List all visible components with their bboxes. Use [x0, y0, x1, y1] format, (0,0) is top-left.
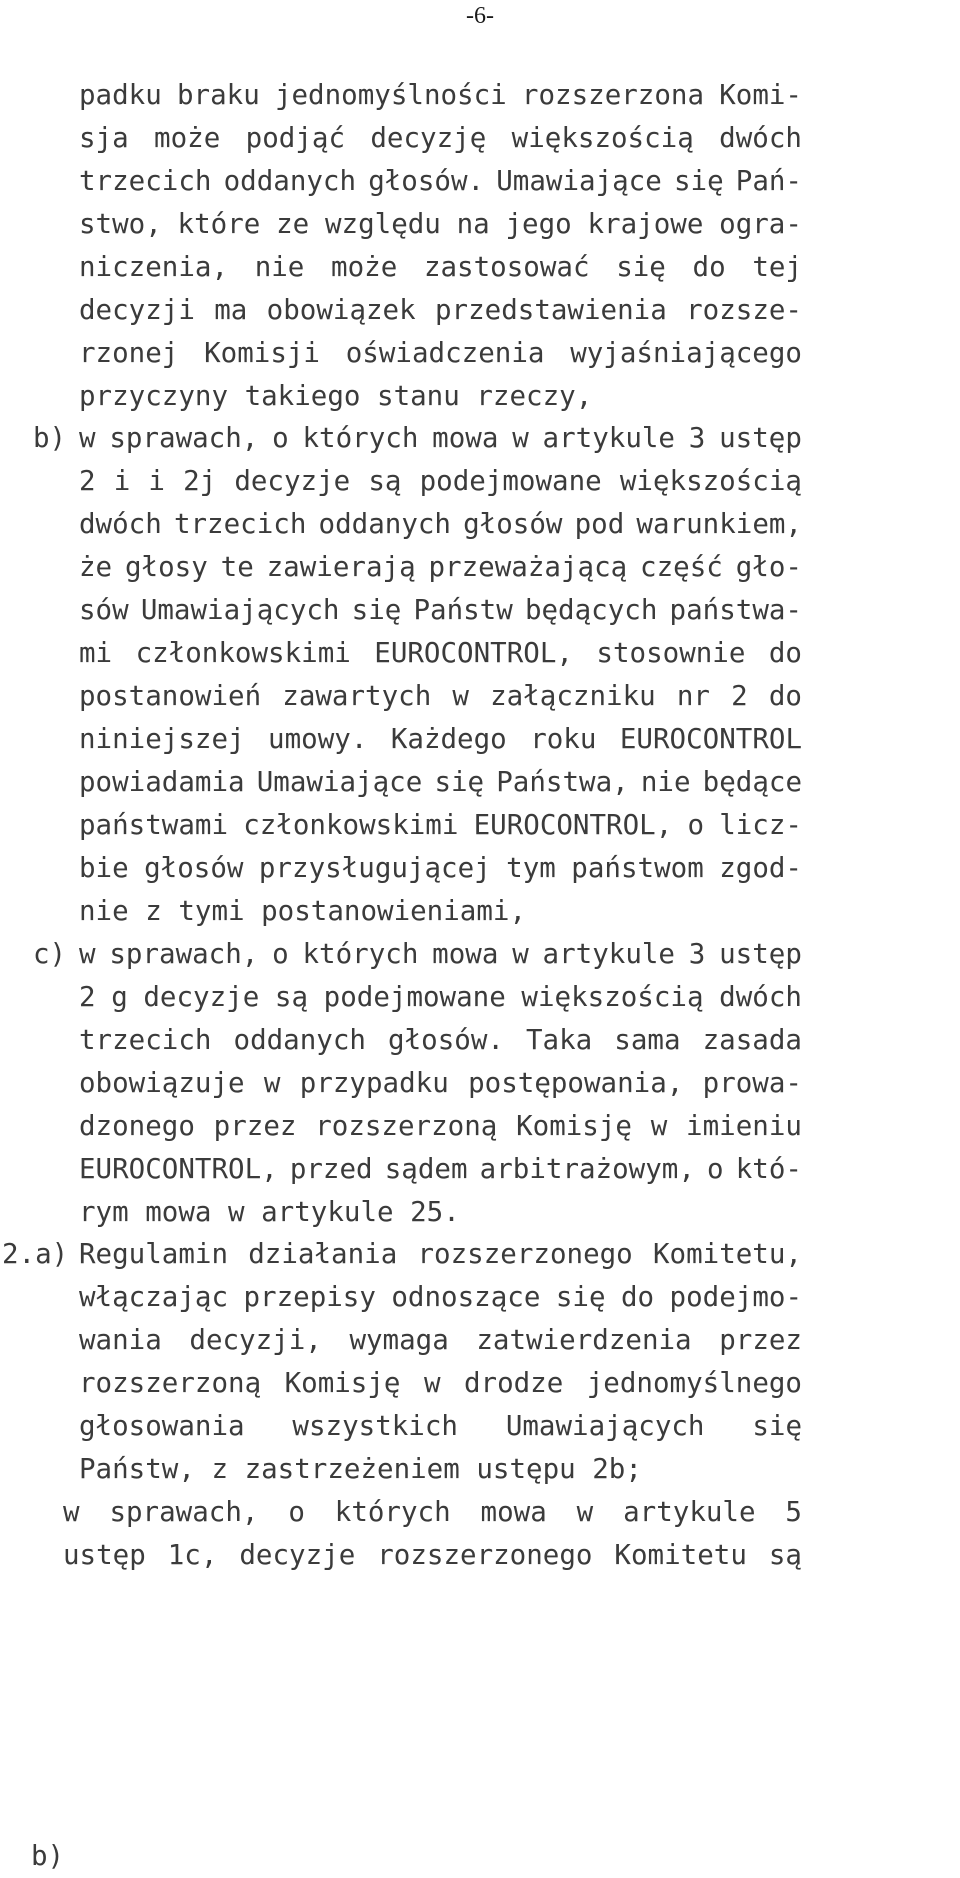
word: ze	[276, 208, 310, 240]
word: zgod-	[719, 852, 802, 884]
text-line	[79, 1276, 802, 1319]
word: Komi-	[719, 79, 802, 111]
word: w	[512, 422, 529, 454]
text-line	[79, 503, 802, 546]
list-marker-c: c)	[33, 938, 67, 970]
text-line	[79, 1148, 802, 1191]
word: dwóch	[719, 122, 802, 154]
word: głosowania	[79, 1410, 245, 1442]
word: sprawach,	[109, 422, 259, 454]
word: gło-	[735, 551, 802, 583]
text-line	[63, 1534, 802, 1577]
word: EUROCONTROL,	[374, 637, 573, 669]
word: do	[768, 680, 802, 712]
list-marker-b: b)	[33, 422, 67, 454]
word: oddanych	[233, 1024, 366, 1056]
word: artykule	[623, 1496, 756, 1528]
text-line	[79, 246, 802, 289]
word: decyzji,	[189, 1324, 322, 1356]
word: wszystkich	[292, 1410, 458, 1442]
word: państwami	[79, 809, 229, 841]
word: w	[79, 422, 96, 454]
word: imieniu	[686, 1110, 802, 1142]
word: podejmo-	[669, 1281, 802, 1313]
word: przypadku	[299, 1067, 449, 1099]
text-line	[79, 589, 802, 632]
word: ma	[214, 294, 248, 326]
word: głosów	[144, 852, 244, 884]
word: państwa-	[669, 594, 802, 626]
text-line	[79, 332, 802, 375]
word: się	[673, 165, 724, 197]
word: się	[434, 766, 485, 798]
word: mi	[79, 637, 113, 669]
text-line	[79, 1233, 802, 1276]
word: w	[63, 1496, 80, 1528]
text-line	[79, 804, 802, 847]
word: Umawiających	[505, 1410, 705, 1442]
word: Komisję	[516, 1110, 632, 1142]
list-marker-b-second: b)	[31, 1840, 65, 1872]
word: stosownie	[596, 637, 746, 669]
word: Taka	[526, 1024, 593, 1056]
word: roku	[530, 723, 597, 755]
word: trzecich	[79, 165, 212, 197]
word: podjąć	[245, 122, 345, 154]
word: są	[768, 1539, 802, 1571]
word: większością	[521, 981, 704, 1013]
word: decyzji	[79, 294, 195, 326]
word: będące	[702, 766, 802, 798]
word: Komitetu,	[652, 1238, 802, 1270]
text-line	[79, 675, 802, 718]
word: wyjaśniającego	[570, 337, 802, 369]
text-line	[79, 417, 802, 460]
word: że	[79, 551, 113, 583]
word: odnoszące	[391, 1281, 541, 1313]
word: względu	[324, 208, 441, 240]
word: się	[351, 594, 402, 626]
word: Komitetu	[614, 1539, 747, 1571]
word: rozszerzoną	[79, 1367, 262, 1399]
text-line	[63, 1491, 802, 1534]
text-line	[79, 632, 802, 675]
word: te	[220, 551, 254, 583]
word: głosów	[463, 508, 563, 540]
word: 2j	[183, 465, 217, 497]
word: większością	[619, 465, 802, 497]
word: mowa	[480, 1496, 547, 1528]
word: obowiązek	[266, 294, 416, 326]
word: przez	[213, 1110, 297, 1142]
word: prowa-	[702, 1067, 802, 1099]
word: zatwierdzenia	[476, 1324, 692, 1356]
word: i	[148, 465, 165, 497]
text-line	[79, 1319, 802, 1362]
word: warunkiem,	[636, 508, 802, 540]
word: działania	[248, 1238, 398, 1270]
word: krajowe	[587, 208, 704, 240]
word: głosy	[124, 551, 208, 583]
word: przepisy	[243, 1281, 376, 1313]
word: artykule	[542, 422, 675, 454]
word: o	[288, 1496, 305, 1528]
word: przed	[289, 1153, 373, 1185]
word: decyzje	[234, 465, 351, 497]
text-line	[79, 117, 802, 160]
word: powiadamia	[79, 766, 245, 798]
word: zastosować	[423, 251, 590, 283]
word: g	[111, 981, 128, 1013]
word: decyzje	[143, 981, 260, 1013]
word: nie	[254, 251, 305, 283]
word: decyzje	[239, 1539, 356, 1571]
word: Umawiające	[496, 165, 662, 197]
word: EUROCONTROL,	[473, 809, 673, 841]
word: 1c,	[167, 1539, 218, 1571]
word: których	[302, 422, 419, 454]
word: trzecich	[79, 1024, 212, 1056]
word: padku	[79, 79, 162, 111]
word: 3	[688, 938, 706, 970]
word: głosów.	[388, 1024, 504, 1056]
word: Każdego	[390, 723, 507, 755]
word: sów	[79, 594, 129, 626]
word: włączając	[79, 1281, 229, 1313]
word: Państw	[413, 594, 513, 626]
word: 2	[731, 680, 748, 712]
text-line	[79, 1062, 802, 1105]
text-line	[79, 761, 802, 804]
word: i	[113, 465, 131, 497]
word: obowiązuje	[79, 1067, 245, 1099]
word: nie	[640, 766, 691, 798]
word: jednomyślności	[274, 79, 507, 111]
word: ustęp	[719, 422, 802, 454]
word: arbitrażowym,	[479, 1153, 695, 1185]
text-line	[79, 460, 802, 503]
word: Regulamin	[79, 1238, 229, 1270]
word: 5	[785, 1496, 802, 1528]
word: artykule	[542, 938, 675, 970]
text-line	[79, 546, 802, 589]
word: bie	[79, 852, 129, 884]
word: podejmowane	[419, 465, 602, 497]
word: sprawach,	[109, 1496, 259, 1528]
page-number: -6-	[466, 3, 494, 29]
word: w	[650, 1110, 668, 1142]
word: sama	[614, 1024, 681, 1056]
word: trzecich	[173, 508, 307, 540]
word: zawierają	[266, 551, 416, 583]
word: ustęp	[63, 1539, 146, 1571]
word: Umawiających	[140, 594, 340, 626]
word: oświadczenia	[345, 337, 545, 369]
word: o	[272, 938, 289, 970]
text-line: rym mowa w artykule 25.	[79, 1196, 460, 1228]
word: Komisję	[284, 1367, 401, 1399]
word: członkowskimi	[243, 809, 459, 841]
text-line	[79, 976, 802, 1019]
word: na	[456, 208, 490, 240]
list-marker-2a: 2.a)	[2, 1238, 69, 1270]
word: postanowień	[79, 680, 262, 712]
text-line	[79, 289, 802, 332]
word: Komisji	[204, 337, 320, 369]
word: licz-	[719, 809, 802, 841]
word: oddanych	[318, 508, 451, 540]
word: państwom	[571, 852, 704, 884]
text-line: nie z tymi postanowieniami,	[79, 895, 527, 927]
word: głosów.	[368, 165, 485, 197]
word: sja	[79, 122, 129, 154]
word: pod	[574, 508, 625, 540]
word: jego	[505, 208, 572, 240]
word: tej	[752, 251, 802, 283]
word: rozszerzona	[521, 79, 705, 111]
word: do	[692, 251, 726, 283]
word: zawartych	[282, 680, 432, 712]
word: dwóch	[79, 508, 162, 540]
word: Pań-	[735, 165, 802, 197]
word: drodze	[463, 1367, 564, 1399]
word: są	[274, 981, 309, 1013]
word: Umawiające	[256, 766, 423, 798]
word: w	[452, 680, 469, 712]
text-line	[79, 847, 802, 890]
word: które	[177, 208, 261, 240]
word: członkowskimi	[135, 637, 351, 669]
text-line	[79, 74, 802, 117]
word: decyzję	[370, 122, 487, 154]
word: zasada	[702, 1024, 802, 1056]
word: stwo,	[79, 208, 162, 240]
text-line	[79, 933, 802, 976]
word: dwóch	[719, 981, 802, 1013]
word: których	[302, 938, 419, 970]
text-line	[79, 718, 802, 761]
text-line	[79, 203, 802, 246]
word: większością	[511, 122, 694, 154]
word: sądem	[384, 1153, 468, 1185]
word: tym	[506, 852, 556, 884]
word: wania	[79, 1324, 162, 1356]
word: do	[620, 1281, 655, 1313]
word: przez	[719, 1324, 802, 1356]
word: przeważającą	[428, 551, 628, 583]
word: może	[154, 122, 221, 154]
word: ustęp	[719, 938, 802, 970]
word: wymaga	[349, 1324, 449, 1356]
word: rozszerzonego	[417, 1238, 633, 1270]
word: w	[423, 1367, 441, 1399]
word: Państwa,	[496, 766, 629, 798]
word: umowy.	[268, 723, 368, 755]
word: 2	[79, 465, 96, 497]
word: o	[707, 1153, 724, 1185]
word: w	[576, 1496, 594, 1528]
word: przysługującej	[258, 852, 491, 884]
word: nr	[676, 680, 710, 712]
word: oddanych	[223, 165, 357, 197]
word: w	[512, 938, 529, 970]
word: podejmowane	[323, 981, 506, 1013]
word: postępowania,	[468, 1067, 684, 1099]
text-line	[79, 1362, 802, 1405]
text-line	[79, 1019, 802, 1062]
word: się	[555, 1281, 606, 1313]
word: jednomyślnego	[586, 1367, 802, 1399]
word: rozszerzonego	[377, 1539, 593, 1571]
word: niniejszej	[79, 723, 245, 755]
word: których	[334, 1496, 451, 1528]
word: ogra-	[719, 208, 802, 240]
word: 2	[79, 981, 96, 1013]
text-line	[79, 1105, 802, 1148]
word: się	[752, 1410, 802, 1442]
word: 3	[688, 422, 706, 454]
text-line	[79, 1405, 802, 1448]
word: dzonego	[79, 1110, 195, 1142]
word: niczenia,	[79, 251, 229, 283]
word: będących	[524, 594, 658, 626]
text-line: przyczyny takiego stanu rzeczy,	[79, 380, 593, 412]
word: do	[768, 637, 802, 669]
word: braku	[176, 79, 260, 111]
word: o	[272, 422, 289, 454]
word: część	[640, 551, 723, 583]
word: się	[616, 251, 666, 283]
word: w	[79, 938, 96, 970]
word: sprawach,	[109, 938, 259, 970]
word: EUROCONTROL	[619, 723, 802, 755]
word: EUROCONTROL,	[79, 1153, 278, 1185]
word: o	[687, 809, 705, 841]
word: załączniku	[490, 680, 656, 712]
word: mowa	[432, 938, 499, 970]
word: któ-	[735, 1153, 802, 1185]
word: może	[331, 251, 398, 283]
word: rozsze-	[686, 294, 802, 326]
text-line	[79, 160, 802, 203]
word: rzonej	[79, 337, 179, 369]
word: przedstawienia	[434, 294, 667, 326]
word: rozszerzoną	[315, 1110, 498, 1142]
word: mowa	[432, 422, 499, 454]
word: są	[368, 465, 402, 497]
text-line: Państw, z zastrzeżeniem ustępu 2b;	[79, 1453, 642, 1485]
word: w	[263, 1067, 281, 1099]
